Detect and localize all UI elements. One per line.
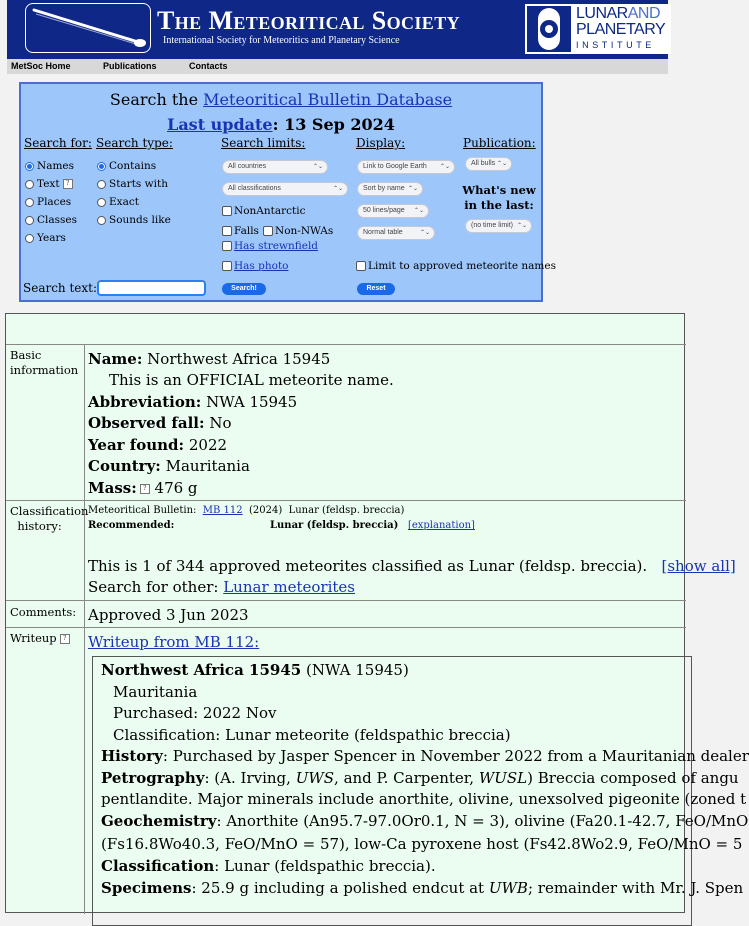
lpi-line2: PLANETARY xyxy=(576,21,666,38)
comments-label: Comments: xyxy=(10,605,77,619)
writeup-label: Writeup ? xyxy=(10,631,70,646)
writeup-geochemistry: Geochemistry: Anorthite (An95.7-97.0Or0.1, N = 3), olivine (Fa20.1-42.7, FeO/MnO xyxy=(101,812,749,830)
search-other: Search for other: Lunar meteorites xyxy=(88,578,355,596)
site-header xyxy=(7,0,668,59)
site-title[interactable]: The Meteoritical Society xyxy=(157,6,461,35)
meteorite-logo-icon[interactable] xyxy=(25,3,151,53)
table-select[interactable]: Normal table ⌃⌄ xyxy=(357,226,435,240)
writeup-petrography: Petrography: (A. Irving, UWS, and P. Carpenter, WUSL) Breccia composed of angu xyxy=(101,769,739,787)
nonantarctic-checkbox[interactable]: NonAntarctic xyxy=(222,205,305,217)
writeup-title: Northwest Africa 15945 (NWA 15945) xyxy=(101,661,409,679)
search-text-input[interactable] xyxy=(97,280,206,296)
radio-classes-button[interactable] xyxy=(25,216,34,225)
countries-select[interactable]: All countries ⌃⌄ xyxy=(222,160,328,174)
row-divider xyxy=(6,344,686,345)
lunar-meteorites-link[interactable]: Lunar meteorites xyxy=(223,578,355,596)
search-text-label: Search text: xyxy=(23,281,98,295)
approved-count: This is 1 of 344 approved meteorites classified as Lunar (feldsp. breccia). [show all] xyxy=(88,557,736,575)
search-panel xyxy=(19,82,556,302)
help-icon[interactable]: ? xyxy=(63,179,73,189)
writeup-country: Mauritania xyxy=(113,683,198,701)
nav-publications[interactable]: Publications xyxy=(103,61,157,71)
top-nav xyxy=(7,59,668,74)
column-divider xyxy=(84,344,85,914)
mass-row: Mass: ? 476 g xyxy=(88,479,198,497)
strewnfield-checkbox[interactable]: Has strewnfield xyxy=(222,240,318,252)
radio-places[interactable]: Places xyxy=(25,196,71,208)
writeup-petrography-line2: pentlandite. Major minerals include anorthite, olivine, unexsolved pigeonite (zoned t xyxy=(101,790,747,808)
radio-exact[interactable]: Exact xyxy=(97,196,139,208)
radio-contains[interactable]: Contains xyxy=(97,160,156,172)
writeup-classification: Classification: Lunar (feldspathic breccia). xyxy=(101,857,436,875)
record-panel xyxy=(5,313,749,913)
radio-exact-button[interactable] xyxy=(97,198,106,207)
mb-112-link[interactable]: MB 112 xyxy=(202,505,243,516)
search-title: Search the Meteoritical Bulletin Database xyxy=(109,90,453,109)
radio-contains-button[interactable] xyxy=(97,162,106,171)
display-heading: Display: xyxy=(356,136,406,150)
radio-sounds-like[interactable]: Sounds like xyxy=(97,214,171,226)
radio-text[interactable]: Text ? xyxy=(25,178,73,190)
reset-button[interactable]: Reset xyxy=(357,283,395,295)
writeup-box xyxy=(92,656,749,926)
radio-starts-with[interactable]: Starts with xyxy=(97,178,168,190)
help-icon[interactable]: ? xyxy=(140,484,150,494)
class-history-label: Classification history: xyxy=(10,504,89,533)
non-nwas-box[interactable] xyxy=(263,226,273,236)
search-for-heading: Search for: xyxy=(24,136,92,150)
name-row: Name: Northwest Africa 15945 xyxy=(88,350,331,368)
row-divider xyxy=(6,600,686,601)
radio-classes[interactable]: Classes xyxy=(25,214,77,226)
writeup-geochemistry-line2: (Fs16.8Wo40.3, FeO/MnO = 57), low-Ca pyroxene host (Fs42.8Wo2.9, FeO/MnO = 5 xyxy=(101,835,743,853)
lpi-line1: LUNARAND xyxy=(576,5,661,22)
radio-years[interactable]: Years xyxy=(25,232,66,244)
lpi-logo[interactable] xyxy=(525,4,671,54)
photo-checkbox[interactable]: Has photo xyxy=(222,260,289,272)
nav-metsoc-home[interactable]: MetSoc Home xyxy=(11,61,71,71)
falls-checkbox[interactable]: Falls xyxy=(222,225,259,237)
nonantarctic-box[interactable] xyxy=(222,206,232,216)
show-all-link[interactable]: [show all] xyxy=(661,557,736,575)
abbrev-row: Abbreviation: NWA 15945 xyxy=(88,393,298,411)
classifications-select[interactable]: All classifications ⌃⌄ xyxy=(222,182,348,196)
radio-places-button[interactable] xyxy=(25,198,34,207)
last-update: Last update: 13 Sep 2024 xyxy=(167,115,395,134)
falls-box[interactable] xyxy=(222,226,232,236)
radio-starts-with-button[interactable] xyxy=(97,180,106,189)
row-divider xyxy=(6,627,686,628)
help-icon[interactable]: ? xyxy=(60,634,70,644)
radio-years-button[interactable] xyxy=(25,234,34,243)
writeup-link[interactable]: Writeup from MB 112: xyxy=(88,633,260,651)
nav-contacts[interactable]: Contacts xyxy=(189,61,228,71)
database-link[interactable]: Meteoritical Bulletin Database xyxy=(203,90,453,109)
recommended-class: Lunar (feldsp. breccia) [explanation] xyxy=(270,520,475,531)
link-select[interactable]: Link to Google Earth ⌃⌄ xyxy=(357,160,455,174)
official-note: This is an OFFICIAL meteorite name. xyxy=(109,371,394,389)
strewnfield-box[interactable] xyxy=(222,241,232,251)
writeup-classification-line: Classification: Lunar meteorite (feldspathic breccia) xyxy=(113,726,511,744)
radio-sounds-like-button[interactable] xyxy=(97,216,106,225)
non-nwas-checkbox[interactable]: Non-NWAs xyxy=(263,225,333,237)
writeup-specimens: Specimens: 25.9 g including a polished endcut at UWB; remainder with Mr. J. Spen xyxy=(101,879,744,897)
country-row: Country: Mauritania xyxy=(88,457,250,475)
search-limits-heading: Search limits: xyxy=(221,136,306,150)
search-button[interactable]: Search! xyxy=(222,283,266,295)
mb-row: Meteoritical Bulletin: MB 112 (2024) Lunar (feldsp. breccia) xyxy=(88,505,405,516)
limit-approved-checkbox[interactable]: Limit to approved meteorite names xyxy=(356,260,556,272)
year-row: Year found: 2022 xyxy=(88,436,228,454)
radio-text-button[interactable] xyxy=(25,180,34,189)
search-type-heading: Search type: xyxy=(96,136,173,150)
limit-approved-box[interactable] xyxy=(356,261,366,271)
site-subtitle: International Society for Meteoritics and Planetary Science xyxy=(163,35,400,46)
comments-value: Approved 3 Jun 2023 xyxy=(88,606,249,624)
row-divider xyxy=(6,500,686,501)
writeup-history: History: Purchased by Jasper Spencer in November 2022 from a Mauritanian dealer xyxy=(101,747,749,765)
time-limit-select[interactable]: (no time limit) ⌃⌄ xyxy=(465,219,532,233)
lines-select[interactable]: 50 lines/page ⌃⌄ xyxy=(357,204,429,218)
recommended-row: Recommended: xyxy=(88,520,175,531)
lpi-line3: INSTITUTE xyxy=(576,40,655,50)
writeup-purchased: Purchased: 2022 Nov xyxy=(113,704,277,722)
sort-select[interactable]: Sort by name ⌃⌄ xyxy=(357,182,423,196)
radio-names[interactable]: Names xyxy=(25,160,74,172)
whats-new-label: What's new in the last: xyxy=(462,183,536,212)
photo-box[interactable] xyxy=(222,261,232,271)
explanation-link[interactable]: [explanation] xyxy=(407,520,475,531)
bulls-select[interactable]: All bulls ⌃⌄ xyxy=(465,157,512,171)
radio-names-selected[interactable] xyxy=(25,162,34,171)
fall-row: Observed fall: No xyxy=(88,414,232,432)
last-update-link[interactable]: Last update xyxy=(167,115,273,134)
publication-heading: Publication: xyxy=(463,136,536,150)
basic-info-label: Basic information xyxy=(10,348,79,377)
